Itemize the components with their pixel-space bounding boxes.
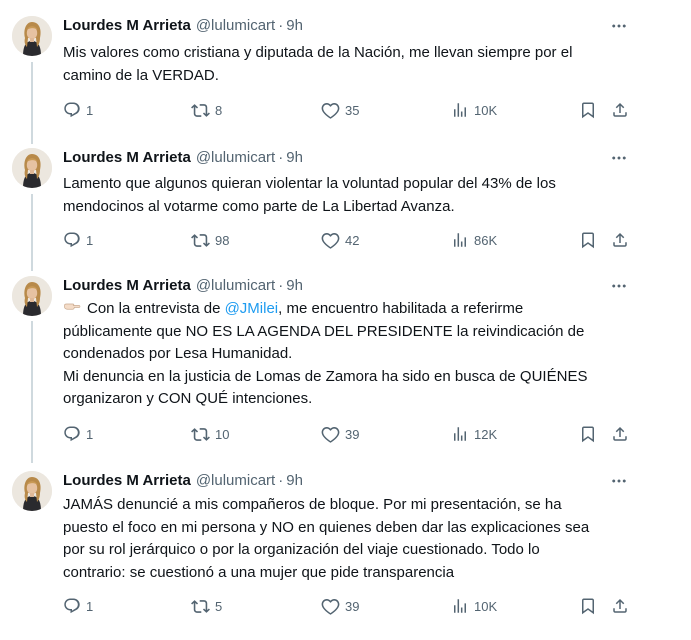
tweet-header (63, 471, 303, 491)
views-icon (451, 101, 469, 119)
separator-dot: · (278, 149, 284, 166)
retweet-icon (191, 101, 210, 120)
separator-dot: · (278, 277, 284, 294)
bookmark-button[interactable] (579, 596, 597, 616)
pointing-hand-emoji (63, 300, 81, 314)
share-button[interactable] (611, 424, 629, 444)
timestamp[interactable]: 9h (286, 17, 303, 34)
more-icon[interactable] (609, 150, 629, 166)
reply-count: 1 (86, 426, 94, 442)
bookmark-button[interactable] (579, 100, 597, 120)
mention-link[interactable]: @JMilei (224, 300, 279, 317)
tweet-text-line: Lamento que algunos quieran violentar la voluntad popular del 43% de los (63, 175, 556, 192)
tweet-text-line: contrario: se cuestionó a una mujer que pide transparencia (63, 563, 455, 581)
reply-button[interactable] (63, 424, 93, 444)
share-button[interactable] (611, 596, 629, 616)
share-icon (611, 425, 629, 443)
reply-icon (63, 597, 81, 615)
more-icon[interactable] (609, 473, 629, 489)
bookmark-button[interactable] (579, 424, 597, 444)
share-button[interactable] (611, 100, 629, 120)
bookmark-icon (579, 597, 597, 615)
share-icon (611, 231, 629, 249)
tweet-header (63, 16, 303, 36)
views-count: 10K (474, 598, 498, 614)
action-bar (0, 230, 691, 250)
share-icon (611, 597, 629, 615)
tweet-text-line: Mi denuncia en la justicia de Lomas de Zamora ha sido en busca de QUIÉNES (63, 367, 588, 385)
tweet[interactable] (0, 16, 691, 126)
timestamp[interactable]: 9h (286, 472, 303, 489)
author-handle[interactable]: @lulumicart (195, 472, 276, 489)
heart-icon (321, 597, 340, 616)
tweet-text-line: públicamente que NO ES LA AGENDA DEL PRESIDENTE la reivindicación de (63, 322, 585, 340)
like-count: 39 (345, 426, 360, 442)
author-handle[interactable]: @lulumicart (195, 17, 276, 34)
reply-button[interactable] (63, 596, 93, 616)
action-bar (0, 424, 691, 444)
retweet-count: 5 (215, 598, 223, 614)
reply-button[interactable] (63, 230, 93, 250)
like-count: 39 (345, 598, 360, 614)
avatar[interactable] (12, 148, 52, 188)
tweet-text-line: organizaron y CON QUÉ intenciones. (63, 390, 313, 407)
tweet-header (63, 276, 303, 296)
retweet-icon (191, 597, 210, 616)
reply-icon (63, 101, 81, 119)
retweet-icon (191, 231, 210, 250)
like-button[interactable] (321, 100, 359, 120)
author-name[interactable]: Lourdes M Arrieta (63, 277, 191, 294)
tweet-text (63, 173, 648, 218)
bookmark-icon (579, 101, 597, 119)
views-button[interactable] (451, 100, 497, 120)
heart-icon (321, 425, 340, 444)
like-button[interactable] (321, 424, 359, 444)
author-name[interactable]: Lourdes M Arrieta (63, 149, 191, 166)
tweet-text-line: mendocinos al votarme como parte de La Libertad Avanza. (63, 197, 455, 215)
reply-button[interactable] (63, 100, 93, 120)
tweet-text-line: JAMÁS denuncié a mis compañeros de bloque. Por mi presentación, se ha (63, 496, 562, 513)
heart-icon (321, 231, 340, 250)
author-name[interactable]: Lourdes M Arrieta (63, 17, 191, 34)
heart-icon (321, 101, 340, 120)
tweet[interactable] (0, 471, 691, 631)
tweet[interactable] (0, 148, 691, 258)
like-count: 35 (345, 102, 360, 118)
separator-dot: · (278, 17, 284, 34)
views-count: 86K (474, 232, 498, 248)
author-handle[interactable]: @lulumicart (195, 149, 276, 166)
reply-icon (63, 231, 81, 249)
tweet-text (63, 42, 648, 87)
separator-dot: · (278, 472, 284, 489)
reply-count: 1 (86, 102, 94, 118)
tweet-text-line: condenados por Lesa Humanidad. (63, 345, 293, 362)
more-icon[interactable] (609, 278, 629, 294)
tweet-text (63, 298, 648, 411)
tweet-text (63, 494, 648, 584)
avatar[interactable] (12, 276, 52, 316)
reply-count: 1 (86, 598, 94, 614)
retweet-button[interactable] (191, 424, 229, 444)
share-button[interactable] (611, 230, 629, 250)
views-button[interactable] (451, 596, 497, 616)
retweet-button[interactable] (191, 100, 222, 120)
like-button[interactable] (321, 230, 359, 250)
share-icon (611, 101, 629, 119)
tweet-text-segment: Con la entrevista de (87, 300, 225, 317)
views-icon (451, 425, 469, 443)
author-name[interactable]: Lourdes M Arrieta (63, 472, 191, 489)
like-button[interactable] (321, 596, 359, 616)
timestamp[interactable]: 9h (286, 277, 303, 294)
action-bar (0, 596, 691, 616)
action-bar (0, 100, 691, 120)
retweet-count: 8 (215, 102, 223, 118)
views-button[interactable] (451, 424, 497, 444)
author-handle[interactable]: @lulumicart (195, 277, 276, 294)
tweet-header (63, 148, 303, 168)
avatar[interactable] (12, 471, 52, 511)
bookmark-button[interactable] (579, 230, 597, 250)
views-icon (451, 231, 469, 249)
avatar[interactable] (12, 16, 52, 56)
tweet[interactable] (0, 276, 691, 451)
views-button[interactable] (451, 230, 497, 250)
views-icon (451, 597, 469, 615)
bookmark-icon (579, 425, 597, 443)
tweet-text-line: puesto el foco en mi persona y NO en quienes deben dar las explicaciones sea (63, 518, 590, 536)
more-icon[interactable] (609, 18, 629, 34)
tweet-text-line (63, 298, 648, 321)
tweet-text-line: camino de la VERDAD. (63, 66, 219, 84)
retweet-icon (191, 425, 210, 444)
retweet-count: 10 (215, 426, 230, 442)
retweet-button[interactable] (191, 230, 229, 250)
views-count: 12K (474, 426, 498, 442)
bookmark-icon (579, 231, 597, 249)
reply-count: 1 (86, 232, 94, 248)
views-count: 10K (474, 102, 498, 118)
timestamp[interactable]: 9h (286, 149, 303, 166)
tweet-text-line: Mis valores como cristiana y diputada de la Nación, me llevan siempre por el (63, 44, 573, 61)
tweet-text-line: por su rol jerárquico o por la organización del viaje cuestionado. Todo lo (63, 541, 540, 558)
retweet-button[interactable] (191, 596, 222, 616)
reply-icon (63, 425, 81, 443)
retweet-count: 98 (215, 232, 230, 248)
tweet-text-segment: , me encuentro habilitada a referirme (278, 300, 524, 317)
like-count: 42 (345, 232, 360, 248)
